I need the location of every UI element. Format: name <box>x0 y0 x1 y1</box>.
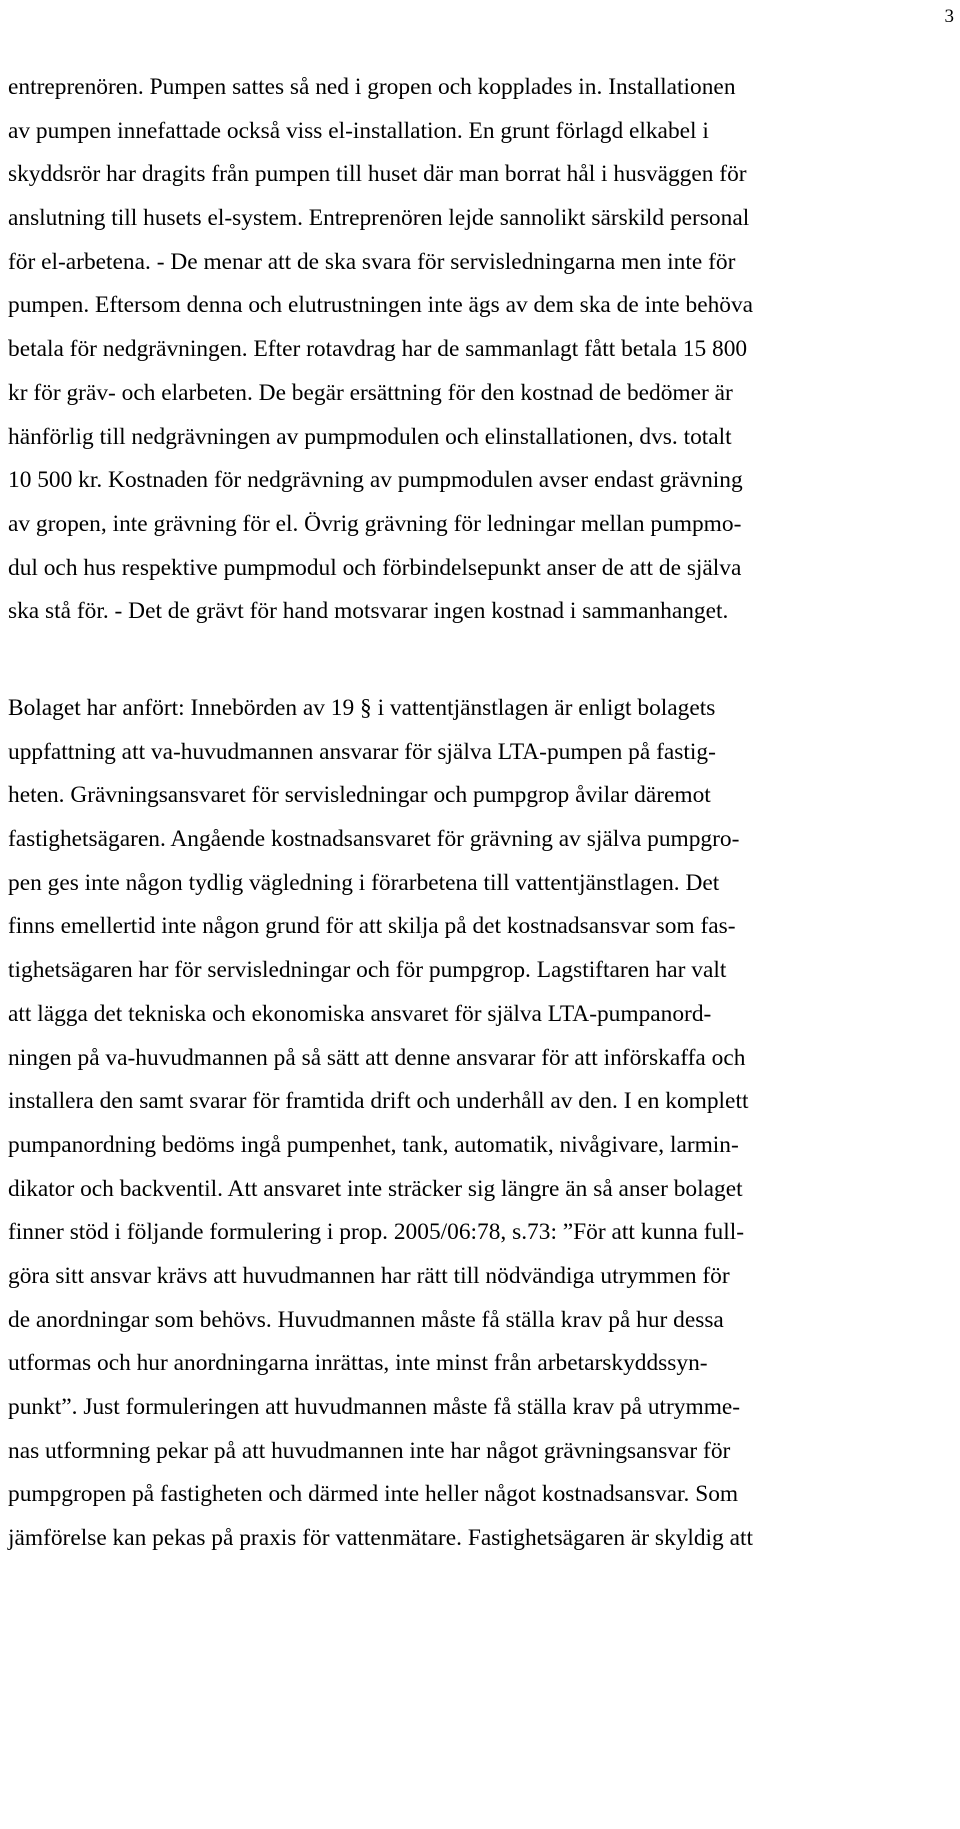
text-line: pen ges inte någon tydlig vägledning i förarbetena till vattentjänstlagen. Det <box>8 869 720 896</box>
text-line: göra sitt ansvar krävs att huvudmannen har rätt till nödvändiga utrymmen för <box>8 1262 730 1289</box>
text-line: anslutning till husets el-system. Entreprenören lejde sannolikt särskild personal <box>8 205 750 232</box>
text-line: av gropen, inte grävning för el. Övrig grävning för ledningar mellan pumpmo- <box>8 510 742 537</box>
text-line: dul och hus respektive pumpmodul och förbindelsepunkt anser de att de själva <box>8 554 742 581</box>
text-line: pumpen. Eftersom denna och elutrustningen inte ägs av dem ska de inte behöva <box>8 292 754 319</box>
text-line: jämförelse kan pekas på praxis för vattenmätare. Fastighetsägaren är skyldig att <box>8 1525 753 1552</box>
text-line: finns emellertid inte någon grund för att skilja på det kostnadsansvar som fas- <box>8 913 736 940</box>
text-line: entreprenören. Pumpen sattes så ned i gropen och kopplades in. Installationen <box>8 74 736 100</box>
text-line: ningen på va-huvudmannen på så sätt att denne ansvarar för att införskaffa och <box>8 1044 746 1071</box>
text-line: finner stöd i följande formulering i prop. 2005/06:78, s.73: ”För att kunna full- <box>8 1219 745 1246</box>
text-line: för el-arbetena. - De menar att de ska svara för servisledningarna men inte för <box>8 248 736 275</box>
paragraph-applicant-account <box>8 66 958 634</box>
text-line: 10 500 kr. Kostnaden för nedgrävning av pumpmodulen avser endast grävning <box>8 467 743 494</box>
text-line: kr för gräv- och elarbeten. De begär ersättning för den kostnad de bedömer är <box>8 379 733 406</box>
text-line: hänförlig till nedgrävningen av pumpmodulen och elinstallationen, dvs. totalt <box>8 423 732 450</box>
text-line: ska stå för. - Det de grävt för hand motsvarar ingen kostnad i sammanhanget. <box>8 598 729 625</box>
text-line: tighetsägaren har för servisledningar och för pumpgrop. Lagstiftaren har valt <box>8 957 727 984</box>
text-line: punkt”. Just formuleringen att huvudmannen måste få ställa krav på utrymme- <box>8 1394 741 1420</box>
paragraph-company-position <box>8 687 958 1561</box>
text-line: utformas och hur anordningarna inrättas, inte minst från arbetarskyddssyn- <box>8 1350 708 1377</box>
text-line: av pumpen innefattade också viss el-installation. En grunt förlagd elkabel i <box>8 117 709 144</box>
text-line: pumpanordning bedöms ingå pumpenhet, tank, automatik, nivågivare, larmin- <box>8 1131 739 1158</box>
text-line: att lägga det tekniska och ekonomiska ansvaret för själva LTA-pumpanord- <box>8 1000 712 1027</box>
page-number: 3 <box>944 6 954 27</box>
text-line: skyddsrör har dragits från pumpen till huset där man borrat hål i husväggen för <box>8 161 747 188</box>
text-line: heten. Grävningsansvaret för servisledningar och pumpgrop åvilar däremot <box>8 782 711 809</box>
text-line: nas utformning pekar på att huvudmannen inte har något grävningsansvar för <box>8 1437 731 1464</box>
text-line: fastighetsägaren. Angående kostnadsansvaret för grävning av själva pumpgro- <box>8 826 740 853</box>
text-line: Bolaget har anfört: Innebörden av 19 § i vattentjänstlagen är enligt bolagets <box>8 695 716 721</box>
text-line: betala för nedgrävningen. Efter rotavdrag har de sammanlagt fått betala 15 800 <box>8 336 748 363</box>
text-line: installera den samt svarar för framtida drift och underhåll av den. I en komplett <box>8 1088 749 1115</box>
text-line: pumpgropen på fastigheten och därmed inte heller något kostnadsansvar. Som <box>8 1481 739 1508</box>
text-line: de anordningar som behövs. Huvudmannen måste få ställa krav på hur dessa <box>8 1306 724 1333</box>
text-line: dikator och backventil. Att ansvaret inte sträcker sig längre än så anser bolaget <box>8 1175 743 1202</box>
text-line: uppfattning att va-huvudmannen ansvarar för själva LTA-pumpen på fastig- <box>8 738 716 765</box>
